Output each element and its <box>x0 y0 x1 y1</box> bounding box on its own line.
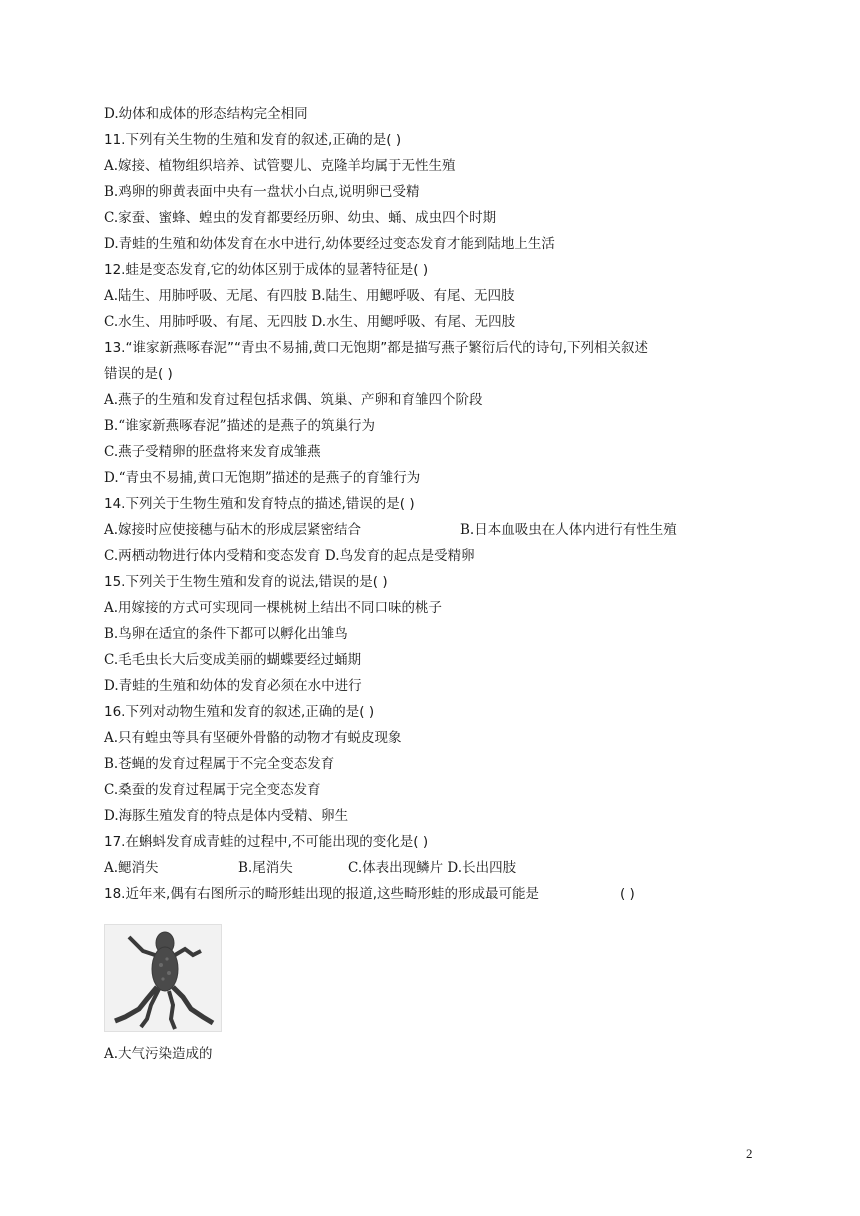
option-text: A.只有蝗虫等具有坚硬外骨骼的动物才有蜕皮现象 <box>104 730 402 746</box>
option-line <box>104 676 784 696</box>
question-line <box>104 572 784 592</box>
option-cd-text: C.体表出现鳞片 D.长出四肢 <box>348 860 517 876</box>
question-text: 12.蛙是变态发育,它的幼体区别于成体的显著特征是( ) <box>104 262 429 278</box>
deformed-frog-figure <box>104 924 222 1032</box>
option-text: C.两栖动物进行体内受精和变态发育 D.鸟发育的起点是受精卵 <box>104 548 475 564</box>
question-line <box>104 260 784 280</box>
line-text: D.幼体和成体的形态结构完全相同 <box>104 106 308 122</box>
page-number: 2 <box>746 1146 753 1161</box>
option-line <box>104 1044 784 1064</box>
option-line <box>104 208 784 228</box>
question-line <box>104 832 784 852</box>
frog-hind-leg-extra <box>169 991 175 1029</box>
option-line <box>104 780 784 800</box>
option-text: C.燕子受精卵的胚盘将来发育成雏燕 <box>104 444 321 460</box>
frog-illustration <box>105 925 221 1031</box>
option-line <box>104 442 784 462</box>
option-text: D.青蛙的生殖和幼体发育在水中进行,幼体要经过变态发育才能到陆地上生活 <box>104 236 555 252</box>
option-text: A.用嫁接的方式可实现同一棵桃树上结出不同口味的桃子 <box>104 600 443 616</box>
frog-hind-leg-right <box>173 987 213 1023</box>
option-text: D.海豚生殖发育的特点是体内受精、卵生 <box>104 808 349 824</box>
question-text: 14.下列关于生物生殖和发育特点的描述,错误的是( ) <box>104 496 415 512</box>
option-line <box>104 546 784 566</box>
question-line <box>104 702 784 722</box>
option-line <box>104 754 784 774</box>
question-text: 15.下列关于生物生殖和发育的说法,错误的是( ) <box>104 574 388 590</box>
option-line <box>104 728 784 748</box>
option-text: B.鸟卵在适宜的条件下都可以孵化出雏鸟 <box>104 626 348 642</box>
question-line <box>104 494 784 514</box>
question-line <box>104 130 784 150</box>
option-line <box>104 650 784 670</box>
option-line <box>104 390 784 410</box>
option-line <box>104 312 784 332</box>
option-text: A.嫁接时应使接穗与砧木的形成层紧密结合 <box>104 522 362 538</box>
option-text: C.毛毛虫长大后变成美丽的蝴蝶要经过蛹期 <box>104 652 362 668</box>
option-text: A.大气污染造成的 <box>104 1046 213 1062</box>
option-text: A.陆生、用肺呼吸、无尾、有四肢 B.陆生、用鳃呼吸、有尾、无四肢 <box>104 288 515 304</box>
option-line <box>104 416 784 436</box>
option-line <box>104 156 784 176</box>
option-line <box>104 468 784 488</box>
option-text: B.鸡卵的卵黄表面中央有一盘状小白点,说明卵已受精 <box>104 184 420 200</box>
option-text: A.燕子的生殖和发育过程包括求偶、筑巢、产卵和育雏四个阶段 <box>104 392 483 408</box>
question-line <box>104 364 784 384</box>
answer-blank: ( ) <box>620 886 635 902</box>
option-line <box>104 234 784 254</box>
question-text: 18.近年来,偶有右图所示的畸形蛙出现的报道,这些畸形蛙的形成最可能是 <box>104 886 540 902</box>
question-text: 17.在蝌蚪发育成青蛙的过程中,不可能出现的变化是( ) <box>104 834 429 850</box>
option-b-text: B.尾消失 <box>238 860 293 876</box>
option-text: C.水生、用肺呼吸、有尾、无四肢 D.水生、用鳃呼吸、有尾、无四肢 <box>104 314 516 330</box>
option-text: B.苍蝇的发育过程属于不完全变态发育 <box>104 756 335 772</box>
option-line <box>104 182 784 202</box>
question-text: 错误的是( ) <box>104 366 173 382</box>
option-text: C.桑蚕的发育过程属于完全变态发育 <box>104 782 321 798</box>
text-line <box>104 104 784 124</box>
option-line <box>104 624 784 644</box>
question-text: 13.“谁家新燕啄春泥”“青虫不易捕,黄口无饱期”都是描写燕子繁衍后代的诗句,下列相关叙述 <box>104 340 649 356</box>
frog-front-leg-right <box>175 949 201 955</box>
option-text: C.家蚕、蜜蜂、蝗虫的发育都要经历卵、幼虫、蛹、成虫四个时期 <box>104 210 497 226</box>
option-text: B.“谁家新燕啄春泥”描述的是燕子的筑巢行为 <box>104 418 376 434</box>
question-line <box>104 338 784 358</box>
option-text: D.青蛙的生殖和幼体的发育必须在水中进行 <box>104 678 362 694</box>
frog-body <box>152 947 178 991</box>
question-text: 11.下列有关生物的生殖和发育的叙述,正确的是( ) <box>104 132 402 148</box>
option-line <box>104 598 784 618</box>
option-text: D.“青虫不易捕,黄口无饱期”描述的是燕子的育雏行为 <box>104 470 421 486</box>
option-a-text: A.鳃消失 <box>104 860 159 876</box>
option-text: A.嫁接、植物组织培养、试管婴儿、克隆羊均属于无性生殖 <box>104 158 456 174</box>
option-text-right: B.日本血吸虫在人体内进行有性生殖 <box>460 522 677 538</box>
option-line <box>104 286 784 306</box>
frog-front-leg-left <box>129 937 155 955</box>
question-text: 16.下列对动物生殖和发育的叙述,正确的是( ) <box>104 704 375 720</box>
option-line <box>104 806 784 826</box>
